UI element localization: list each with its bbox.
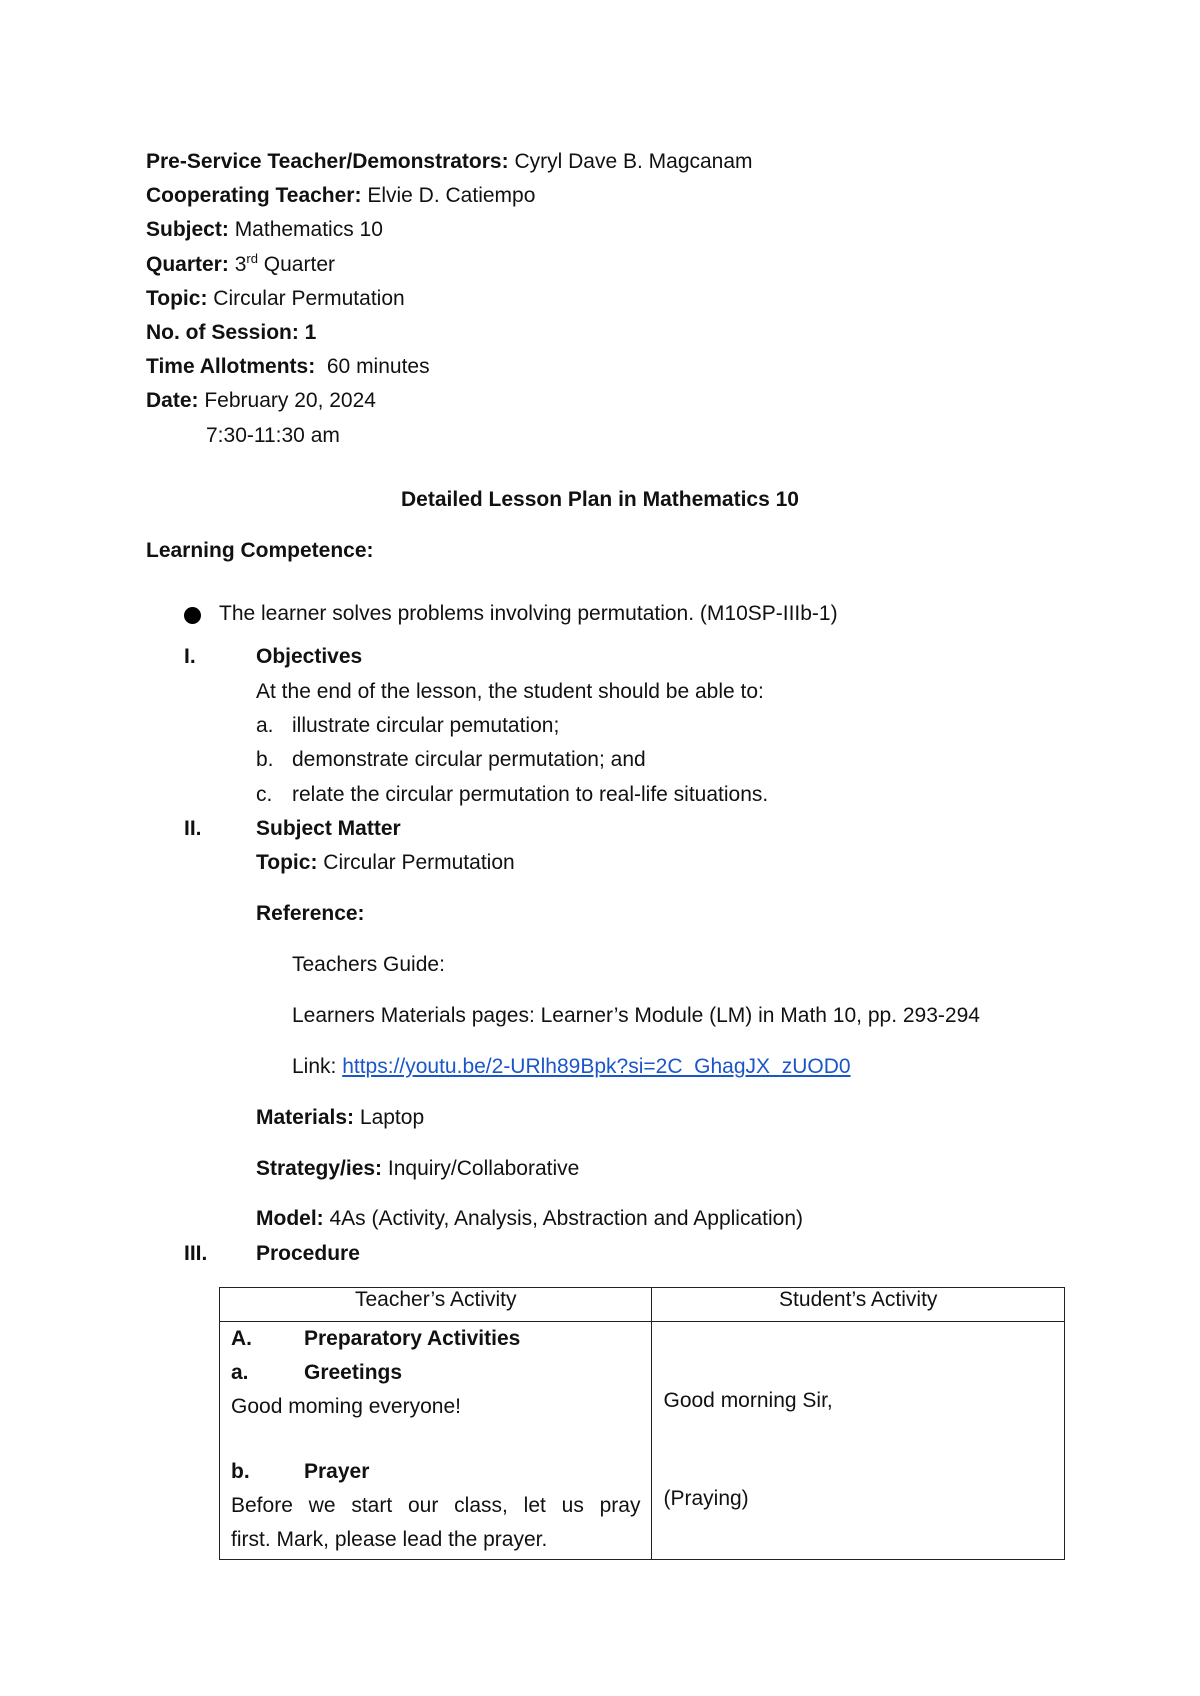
time-allotment-line	[146, 350, 753, 384]
prep-heading: Preparatory Activities	[304, 1327, 521, 1350]
table-row	[220, 1322, 1065, 1560]
subject-value: Mathematics 10	[234, 218, 383, 242]
subject-matter-numeral: II.	[184, 817, 202, 840]
date-value: February 20, 2024	[204, 389, 376, 413]
video-link[interactable]: https://youtu.be/2-URlh89Bpk?si=2C_GhagJX_zUOD0	[342, 1055, 851, 1078]
prep-heading-row	[231, 1327, 640, 1351]
model-label: Model:	[256, 1207, 324, 1230]
learners-materials: Learners Materials pages: Learner’s Module (LM) in Math 10, pp. 293-294	[292, 1004, 980, 1027]
learning-competence-heading: Learning Competence:	[146, 539, 374, 562]
prayer-heading: Prayer	[304, 1460, 370, 1483]
col-student-activity: Student’s Activity	[652, 1288, 1065, 1322]
greetings-heading-row	[231, 1361, 640, 1385]
objective-letter-c: c.	[256, 783, 273, 806]
prayer-letter: b.	[231, 1460, 250, 1483]
teacher-activity-cell	[220, 1322, 652, 1560]
objective-text-c: relate the circular permutation to real-life situations.	[292, 783, 769, 806]
sm-topic-value: Circular Permutation	[323, 851, 515, 874]
date-line	[146, 384, 753, 418]
greetings-student-text: Good morning Sir,	[663, 1389, 833, 1412]
prayer-student-text: (Praying)	[663, 1487, 749, 1510]
quarter-line	[146, 248, 753, 282]
link-line	[292, 1055, 851, 1079]
time-label: Time Allotments:	[146, 355, 316, 379]
greetings-heading: Greetings	[304, 1361, 403, 1384]
demonstrators-line	[146, 145, 753, 179]
subject-label: Subject:	[146, 218, 229, 242]
date-label: Date:	[146, 389, 199, 413]
greetings-letter: a.	[231, 1361, 249, 1384]
objective-text-a: illustrate circular pemutation;	[292, 714, 560, 737]
link-label: Link:	[292, 1055, 337, 1078]
prayer-teacher-text-1: Before we start our class, let us pray	[231, 1494, 641, 1517]
session-line	[146, 316, 753, 350]
topic-value: Circular Permutation	[213, 286, 405, 310]
prayer-heading-row	[231, 1460, 640, 1484]
competence-text: The learner solves problems involving permutation. (M10SP-IIIb-1)	[219, 602, 838, 625]
sm-topic-line	[256, 851, 515, 875]
subject-line	[146, 213, 753, 247]
objective-text-b: demonstrate circular permutation; and	[292, 748, 646, 771]
quarter-suffix: rd	[246, 250, 258, 266]
subject-matter-heading: Subject Matter	[256, 817, 401, 840]
session-label: No. of Session: 1	[146, 321, 317, 345]
model-value: 4As (Activity, Analysis, Abstraction and Application)	[329, 1207, 804, 1230]
objectives-numeral: I.	[184, 645, 196, 668]
demonstrators-label: Pre-Service Teacher/Demonstrators:	[146, 150, 509, 173]
materials-label: Materials:	[256, 1106, 355, 1129]
objective-letter-a: a.	[256, 714, 274, 737]
objectives-intro: At the end of the lesson, the student should be able to:	[256, 680, 764, 703]
objective-letter-b: b.	[256, 748, 274, 771]
demonstrators-value: Cyryl Dave B. Magcanam	[514, 150, 753, 173]
topic-line	[146, 282, 753, 316]
procedure-table	[219, 1287, 1065, 1560]
bullet-dot-icon	[184, 607, 201, 624]
materials-line	[256, 1106, 424, 1130]
page-title: Detailed Lesson Plan in Mathematics 10	[401, 488, 799, 511]
table-header-row	[220, 1288, 1065, 1322]
strategy-value: Inquiry/Collaborative	[387, 1157, 580, 1180]
prep-letter: A.	[231, 1327, 252, 1350]
cooperating-value: Elvie D. Catiempo	[367, 184, 536, 208]
reference-label: Reference:	[256, 902, 365, 925]
time-range: 7:30-11:30 am	[206, 423, 340, 447]
strategy-line	[256, 1157, 579, 1181]
procedure-heading: Procedure	[256, 1242, 360, 1265]
col-teacher-activity: Teacher’s Activity	[220, 1288, 652, 1322]
time-range-line	[146, 419, 753, 453]
quarter-number: 3	[234, 252, 247, 276]
student-activity-cell	[652, 1322, 1065, 1560]
cooperating-label: Cooperating Teacher:	[146, 184, 362, 208]
topic-label: Topic:	[146, 286, 208, 310]
lesson-header	[146, 145, 753, 453]
procedure-numeral: III.	[184, 1242, 208, 1265]
quarter-word: Quarter	[263, 252, 335, 276]
sm-topic-label: Topic:	[256, 851, 318, 874]
materials-value: Laptop	[359, 1106, 425, 1129]
cooperating-line	[146, 179, 753, 213]
strategy-label: Strategy/ies:	[256, 1157, 383, 1180]
prayer-teacher-text-2: first. Mark, please lead the prayer.	[231, 1528, 548, 1551]
quarter-label: Quarter:	[146, 252, 229, 276]
teachers-guide: Teachers Guide:	[292, 953, 445, 976]
competence-bullet-item	[184, 602, 838, 626]
model-line	[256, 1207, 803, 1231]
time-value: 60 minutes	[326, 355, 430, 379]
objectives-heading: Objectives	[256, 645, 363, 668]
greetings-teacher-text: Good moming everyone!	[231, 1395, 461, 1418]
